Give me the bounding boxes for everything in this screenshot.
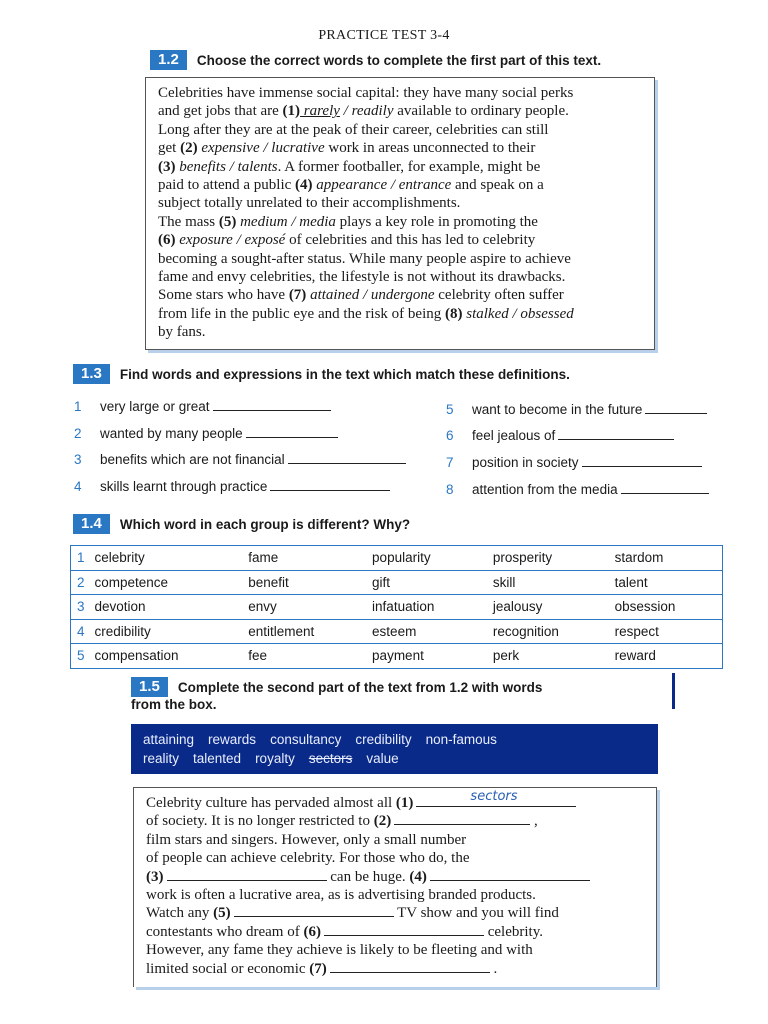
- word-box-item-crossed: sectors: [308, 751, 353, 766]
- table-row: [71, 546, 723, 571]
- passage-line: subject totally unrelated to their accomplishments.: [158, 195, 461, 212]
- passage-line: becoming a sought-after status. While many people aspire to achieve: [158, 250, 571, 267]
- passage-line: However, any fame they achieve is likely to be fleeting and with: [146, 942, 533, 959]
- word-box-item: rewards: [208, 732, 257, 747]
- passage-line: contestants who dream of (6) celebrity.: [146, 923, 543, 940]
- section-instruction: Choose the correct words to complete the first part of this text.: [196, 52, 602, 68]
- passage-line: fame and envy celebrities, the lifestyle is not without its drawbacks.: [158, 269, 566, 286]
- passage-line: work is often a lucrative area, as is advertising branded products.: [146, 887, 536, 904]
- answer-blank[interactable]: [246, 425, 338, 438]
- answer-blank[interactable]: [582, 454, 702, 467]
- passage-line: of society. It is no longer restricted to (2) ,: [146, 813, 538, 830]
- word-box-item: value: [366, 751, 399, 766]
- definition-item: 2 wanted by many people: [74, 425, 338, 441]
- definition-item: 5 want to become in the future: [446, 401, 707, 417]
- definition-item: 8 attention from the media: [446, 481, 709, 497]
- definition-item: 1 very large or great: [74, 398, 331, 414]
- passage-line: of people can achieve celebrity. For those who do, the: [146, 850, 470, 867]
- passage-line: and get jobs that are (1) rarely / readily available to ordinary people.: [158, 103, 569, 120]
- table-cell: envy: [242, 595, 366, 620]
- table-cell: perk: [487, 644, 609, 669]
- table-cell: benefit: [242, 570, 366, 595]
- definition-item: 4 skills learnt through practice: [74, 478, 390, 494]
- answer-blank[interactable]: [430, 868, 590, 881]
- table-cell: fame: [242, 546, 366, 571]
- table-cell: esteem: [366, 619, 487, 644]
- page-title: PRACTICE TEST 3-4: [318, 28, 450, 43]
- passage-line: paid to attend a public (4) appearance / entrance and speak on a: [158, 177, 544, 194]
- table-cell: skill: [487, 570, 609, 595]
- answer-blank[interactable]: [621, 481, 709, 494]
- section-1-2-header: [150, 50, 601, 70]
- definition-item: 7 position in society: [446, 454, 702, 470]
- answer-blank[interactable]: [234, 904, 394, 917]
- section-badge: 1.5: [131, 677, 168, 697]
- text-passage-2: [133, 787, 657, 987]
- table-cell: jealousy: [487, 595, 609, 620]
- table-cell: infatuation: [366, 595, 487, 620]
- divider: [672, 673, 675, 709]
- word-box: [131, 724, 658, 774]
- definition-item: 6 feel jealous of: [446, 427, 674, 443]
- text-passage-1: [145, 77, 655, 350]
- answer-blank[interactable]: [324, 923, 484, 936]
- table-cell: gift: [366, 570, 487, 595]
- section-1-3-header: [73, 364, 570, 384]
- section-instruction: Find words and expressions in the text which match these definitions.: [119, 366, 570, 382]
- passage-line: limited social or economic (7) .: [146, 960, 498, 977]
- passage-line: Some stars who have (7) attained / undergone celebrity often suffer: [158, 287, 564, 304]
- passage-line: Long after they are at the peak of their career, celebrities can still: [158, 121, 549, 138]
- table-cell: 5 compensation: [71, 644, 243, 669]
- table-row: [71, 595, 723, 620]
- word-box-item: credibility: [355, 732, 412, 747]
- answer-blank[interactable]: [394, 812, 530, 825]
- handwritten-answer: sectors: [470, 789, 518, 804]
- word-box-item: royalty: [255, 751, 295, 766]
- table-row: [71, 644, 723, 669]
- table-cell: talent: [609, 570, 723, 595]
- table-cell: entitlement: [242, 619, 366, 644]
- table-cell: 2 competence: [71, 570, 243, 595]
- passage-line: The mass (5) medium / media plays a key role in promoting the: [158, 213, 538, 230]
- table-cell: 3 devotion: [71, 595, 243, 620]
- table-row: [71, 570, 723, 595]
- definition-item: 3 benefits which are not financial: [74, 451, 406, 467]
- table-cell: 1 celebrity: [71, 546, 243, 571]
- table-cell: popularity: [366, 546, 487, 571]
- word-groups-table: [70, 545, 723, 669]
- table-cell: obsession: [609, 595, 723, 620]
- section-1-4-header: [73, 514, 410, 534]
- passage-line: Watch any (5) TV show and you will find: [146, 905, 559, 922]
- table-cell: respect: [609, 619, 723, 644]
- passage-line: by fans.: [158, 324, 206, 341]
- table-cell: payment: [366, 644, 487, 669]
- table-cell: fee: [242, 644, 366, 669]
- answer-blank[interactable]: [330, 960, 490, 973]
- table-cell: reward: [609, 644, 723, 669]
- answer-blank[interactable]: [645, 401, 707, 414]
- answer-blank[interactable]: [213, 398, 331, 411]
- word-box-row: [143, 730, 646, 749]
- word-box-row: [143, 749, 646, 768]
- answer-blank[interactable]: [167, 868, 327, 881]
- table-cell: recognition: [487, 619, 609, 644]
- answer-blank[interactable]: [558, 427, 674, 440]
- passage-line: (6) exposure / exposé of celebrities and this has led to celebrity: [158, 232, 536, 249]
- word-box-item: reality: [143, 751, 180, 766]
- word-box-item: non-famous: [425, 732, 497, 747]
- passage-line: (3) benefits / talents. A former footballer, for example, might be: [158, 158, 541, 175]
- section-1-5-header: [131, 677, 542, 697]
- table-row: [71, 619, 723, 644]
- answer-blank[interactable]: [288, 451, 406, 464]
- table-cell: stardom: [609, 546, 723, 571]
- passage-line: Celebrity culture has pervaded almost all (1) sectors: [146, 794, 646, 812]
- passage-line: (3) can be huge. (4): [146, 868, 646, 886]
- section-instruction: Which word in each group is different? Why?: [119, 516, 411, 532]
- word-box-item: talented: [193, 751, 242, 766]
- table-cell: prosperity: [487, 546, 609, 571]
- section-badge: 1.2: [150, 50, 187, 70]
- section-badge: 1.4: [73, 514, 110, 534]
- table-cell: 4 credibility: [71, 619, 243, 644]
- word-box-item: consultancy: [270, 732, 342, 747]
- section-instruction: Complete the second part of the text from 1.2 with words: [177, 679, 543, 695]
- passage-line: get (2) expensive / lucrative work in areas unconnected to their: [158, 140, 536, 157]
- section-instruction-continued: from the box.: [131, 697, 217, 712]
- word-box-item: attaining: [143, 732, 195, 747]
- passage-line: film stars and singers. However, only a small number: [146, 831, 467, 848]
- passage-line: Celebrities have immense social capital: they have many social perks: [158, 85, 574, 101]
- answer-blank[interactable]: [270, 478, 390, 491]
- answer-blank[interactable]: [416, 789, 576, 807]
- passage-line: from life in the public eye and the risk of being (8) stalked / obsessed: [158, 305, 574, 322]
- section-badge: 1.3: [73, 364, 110, 384]
